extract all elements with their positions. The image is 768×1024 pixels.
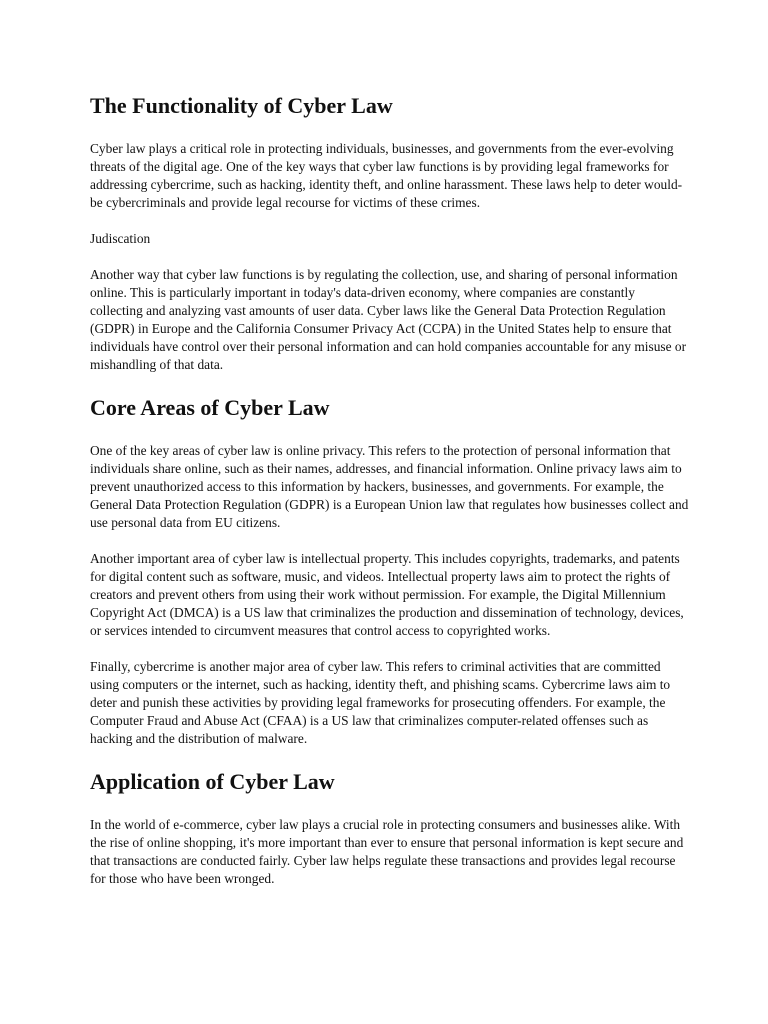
section-heading: The Functionality of Cyber Law xyxy=(90,93,393,118)
paragraph: Another important area of cyber law is intellectual property. This includes copyrights, trademarks, and patents for digital content such as software, music, and videos. Intellectual property laws aim to protect the rights of creators and prevent others from using their work without permission. For example, the Digital Millennium Copyright Act (DMCA) is a US law that criminalizes the production and dissemination of technology, devices, or services intended to circumvent measures that control access to copyrighted works. xyxy=(90,551,684,638)
document-page xyxy=(90,90,690,906)
section-functionality xyxy=(90,90,690,374)
section-heading: Application of Cyber Law xyxy=(90,769,335,794)
section-heading: Core Areas of Cyber Law xyxy=(90,395,330,420)
subheading-judiscation: Judiscation xyxy=(90,231,151,246)
paragraph: Another way that cyber law functions is by regulating the collection, use, and sharing of personal information online. This is particularly important in today's data-driven economy, where companies are constantly collecting and analyzing vast amounts of user data. Cyber laws like the General Data Protection Regulation (GDPR) in Europe and the California Consumer Privacy Act (CCPA) in the United States help to ensure that individuals have control over their personal information and can hold companies accountable for any misuse or mishandling of that data. xyxy=(90,267,687,372)
paragraph: Finally, cybercrime is another major area of cyber law. This refers to criminal activities that are committed using computers or the internet, such as hacking, identity theft, and phishing scams. Cybercrime laws aim to deter and punish these activities by providing legal frameworks for prosecuting offenders. For example, the Computer Fraud and Abuse Act (CFAA) is a US law that criminalizes computer-related offenses such as hacking and the distribution of malware. xyxy=(90,659,671,746)
paragraph: Cyber law plays a critical role in protecting individuals, businesses, and governments from the ever-evolving threats of the digital age. One of the key ways that cyber law functions is by providing legal frameworks for addressing cybercrime, such as hacking, identity theft, and online harassment. These laws help to deter would-be cybercriminals and provide legal recourse for victims of these crimes. xyxy=(90,141,683,210)
section-core-areas xyxy=(90,392,690,748)
section-application xyxy=(90,766,690,888)
paragraph: In the world of e-commerce, cyber law plays a crucial role in protecting consumers and businesses alike. With the rise of online shopping, it's more important than ever to ensure that personal information is kept secure and that transactions are conducted fairly. Cyber law helps regulate these transactions and provides legal recourse for those who have been wronged. xyxy=(90,817,684,886)
paragraph: One of the key areas of cyber law is online privacy. This refers to the protection of personal information that individuals share online, such as their names, addresses, and financial information. Online privacy laws aim to prevent unauthorized access to this information by hackers, businesses, and governments. For example, the General Data Protection Regulation (GDPR) is a European Union law that regulates how businesses collect and use personal data from EU citizens. xyxy=(90,443,689,530)
